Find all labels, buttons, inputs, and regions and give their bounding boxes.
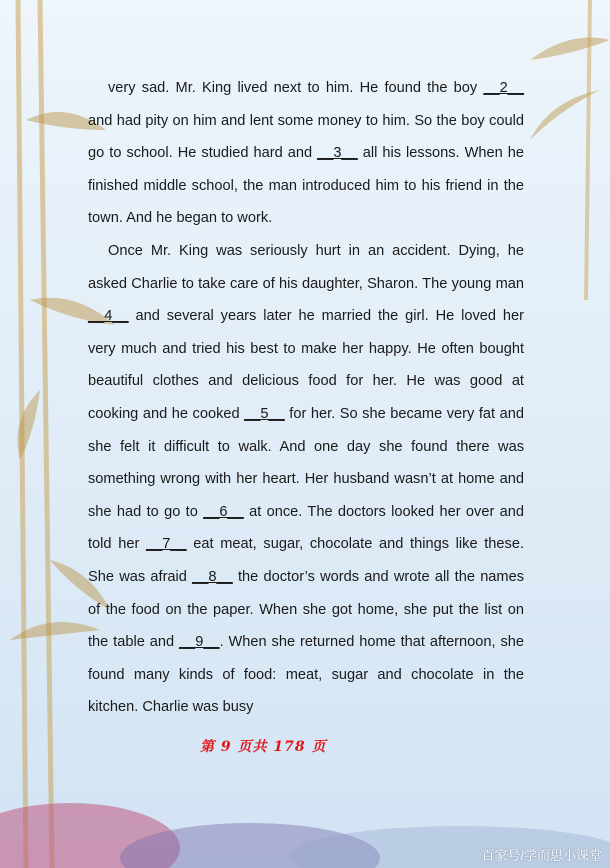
blank-2: __2__ bbox=[483, 80, 524, 96]
text-span: Once Mr. King was seriously hurt in an accident. Dying, he asked Charlie to take care of his daughter, Sharon. The young man bbox=[88, 242, 524, 292]
paragraph-2 bbox=[88, 235, 524, 724]
text-span: the doctor’s words and wrote all the names of the food on the paper. When she got home, she put the list on the table and bbox=[88, 568, 524, 651]
blank-7: __7__ bbox=[146, 536, 187, 553]
text-span: very sad. Mr. King lived next to him. He found the boy bbox=[108, 80, 484, 96]
text-span: all his lessons. When he finished middle school, the man introduced him to his friend in the town. And he began to work. bbox=[88, 145, 524, 227]
blank-6: __6__ bbox=[203, 503, 244, 520]
blank-5: __5__ bbox=[244, 405, 285, 422]
text-span: for her. So she became very fat and she felt it difficult to walk. And one day she found there was something wrong with her heart. Her husband wasn’t at home and she had to go to bbox=[88, 405, 524, 520]
blank-9: __9__ bbox=[178, 634, 220, 651]
blank-3: __3__ bbox=[317, 145, 358, 162]
blank-4: __4__ bbox=[88, 308, 129, 325]
source-watermark: 百家号/学而思小课堂 bbox=[481, 848, 602, 863]
blank-8: __8__ bbox=[192, 568, 233, 585]
text-span: at once. The doctors looked her over and told her bbox=[88, 503, 524, 553]
paragraph-1 bbox=[88, 72, 524, 235]
text-span: and had pity on him and lent some money to him. So the boy could go to school. He studied hard and bbox=[88, 112, 524, 162]
document-body bbox=[88, 72, 524, 724]
text-span: eat meat, sugar, chocolate and things like these. She was afraid bbox=[88, 536, 525, 585]
text-span: . When she returned home that afternoon, she found many kinds of food: meat, sugar and chocolate in the kitchen. Charlie was busy bbox=[88, 634, 524, 716]
page-number-footer: 第 9 页共 178 页 bbox=[200, 739, 327, 755]
text-span: and several years later he married the girl. He loved her very much and tried his best to make her happy. He often bought beautiful clothes and delicious food for her. He was good at cooking and he cooked bbox=[88, 308, 524, 422]
